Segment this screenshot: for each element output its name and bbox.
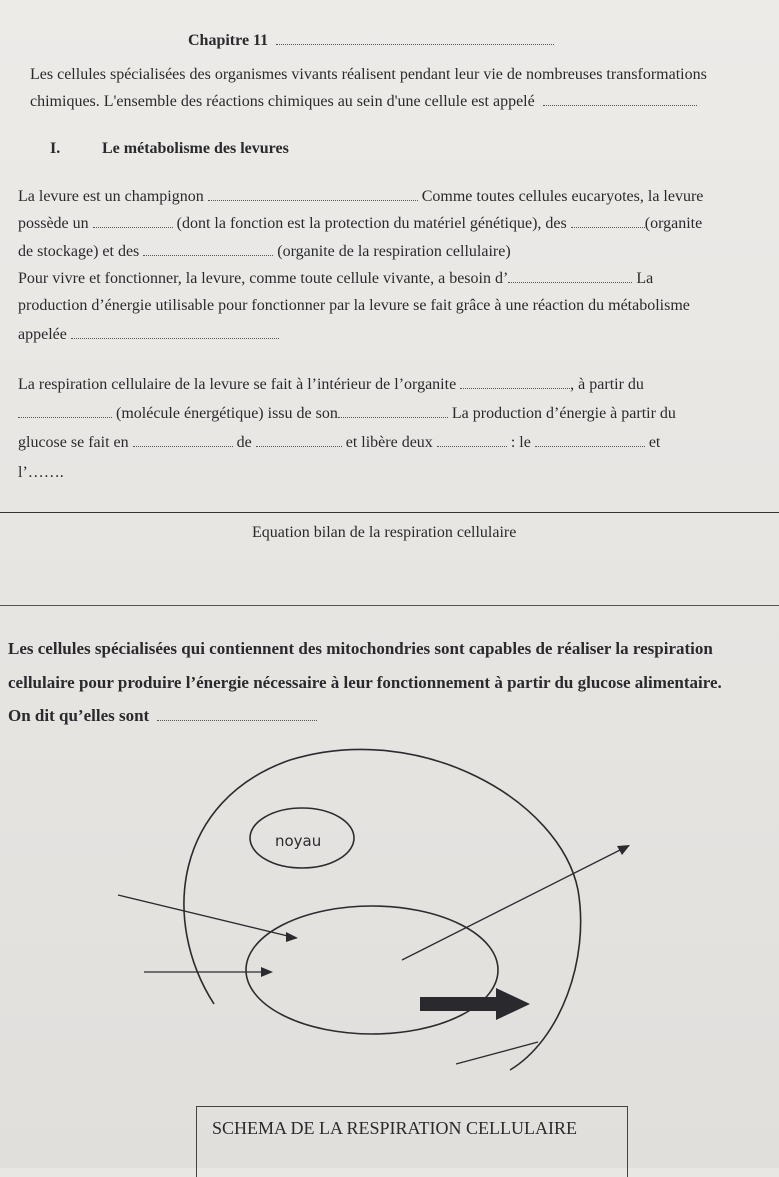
- cell-membrane: [184, 749, 581, 1070]
- p2-l1a: La respiration cellulaire de la levure se fait à l’intérieur de l’organite: [18, 376, 457, 393]
- p3-line-3: [8, 706, 317, 726]
- p1-l2a: possède un: [18, 215, 89, 232]
- p1-l3a: de stockage) et des: [18, 243, 140, 260]
- metabolism-blank: [543, 105, 697, 106]
- respiration-diagram: [0, 740, 779, 1160]
- p1-l2b: (dont la fonction est la protection du matériel génétique), des: [176, 215, 567, 232]
- p1-line-4: [18, 270, 653, 288]
- p2-l3d: : le: [510, 434, 531, 451]
- p3-line-2: cellulaire pour produire l’énergie nécessaire à leur fonctionnement à partir du glucose alimentaire.: [8, 673, 722, 692]
- intro-line-1: Les cellules spécialisées des organismes vivants réalisent pendant leur vie de nombreuses transformations: [30, 66, 707, 83]
- energy-arrow: [420, 988, 530, 1020]
- p2-line-4: l’…….: [18, 464, 64, 481]
- arrow-output-1: [402, 846, 628, 960]
- blank-dechets: [437, 446, 507, 447]
- blank-glucose: [18, 417, 112, 418]
- p1-line-3: [18, 243, 511, 261]
- blank-champignon: [208, 200, 418, 201]
- blank-organite: [460, 388, 570, 389]
- p1-line-2: [18, 215, 702, 233]
- p1-line-5: production d’énergie utilisable pour fonctionner par la levure se fait grâce à une réaction du métabolisme: [18, 297, 690, 314]
- intro-line-2-text: chimiques. L'ensemble des réactions chimiques au sein d'une cellule est appelé: [30, 93, 535, 110]
- blank-co2: [535, 446, 645, 447]
- section-1-number: I.: [50, 140, 61, 157]
- blank-vacuole: [571, 227, 645, 228]
- arrow-input-1-head: [286, 932, 298, 942]
- blank-respiration: [71, 338, 279, 339]
- p3-l3: On dit qu’elles sont: [8, 706, 150, 725]
- p2-l2a: (molécule énergétique) issu de son: [116, 405, 338, 422]
- p2-line-1: [18, 376, 644, 394]
- chapter-heading: [188, 32, 554, 50]
- p2-l3b: de: [236, 434, 252, 451]
- blank-milieu: [338, 417, 448, 418]
- blank-presence: [133, 446, 233, 447]
- p2-l3a: glucose se fait en: [18, 434, 129, 451]
- nucleus-label: noyau: [275, 832, 322, 850]
- p1-l1a: La levure est un champignon: [18, 188, 204, 205]
- arrow-input-2-head: [261, 967, 273, 977]
- blank-energie: [508, 282, 632, 283]
- chapter-label: Chapitre 11: [188, 32, 269, 49]
- blank-aerobies: [157, 720, 317, 721]
- p1-l6: appelée: [18, 326, 67, 343]
- p2-line-3: [18, 434, 660, 452]
- p1-l2c: (organite: [644, 215, 703, 232]
- chapter-blank: [276, 44, 554, 45]
- mitochondrion-outline: [246, 906, 498, 1034]
- p2-l2b: La production d’énergie à partir du: [451, 405, 676, 422]
- p1-line-6: [18, 326, 279, 344]
- p1-l4a: Pour vivre et fonctionner, la levure, comme toute cellule vivante, a besoin d’: [18, 270, 509, 287]
- schema-caption: SCHEMA DE LA RESPIRATION CELLULAIRE: [212, 1118, 578, 1138]
- schema-caption-box: [196, 1106, 628, 1177]
- p1-l4b: La: [636, 270, 654, 287]
- p1-line-1: [18, 188, 703, 206]
- p1-l1b: Comme toutes cellules eucaryotes, la levure: [421, 188, 704, 205]
- p1-l3b: (organite de la respiration cellulaire): [277, 243, 511, 260]
- blank-mitochondries: [143, 255, 273, 256]
- blank-noyau: [93, 227, 173, 228]
- p2-l3e: et: [648, 434, 661, 451]
- equation-title: Equation bilan de la respiration cellulaire: [252, 524, 517, 541]
- p2-line-2: [18, 405, 676, 423]
- p2-l1b: , à partir du: [570, 376, 644, 393]
- arrow-output-2: [456, 1042, 538, 1064]
- p3-line-1: Les cellules spécialisées qui contiennent des mitochondries sont capables de réaliser la respiration: [8, 639, 713, 658]
- blank-dioxygene: [256, 446, 342, 447]
- p2-l3c: et libère deux: [345, 434, 433, 451]
- section-1-title: Le métabolisme des levures: [102, 140, 289, 157]
- intro-line-2: [30, 93, 697, 111]
- arrow-input-1: [118, 895, 296, 938]
